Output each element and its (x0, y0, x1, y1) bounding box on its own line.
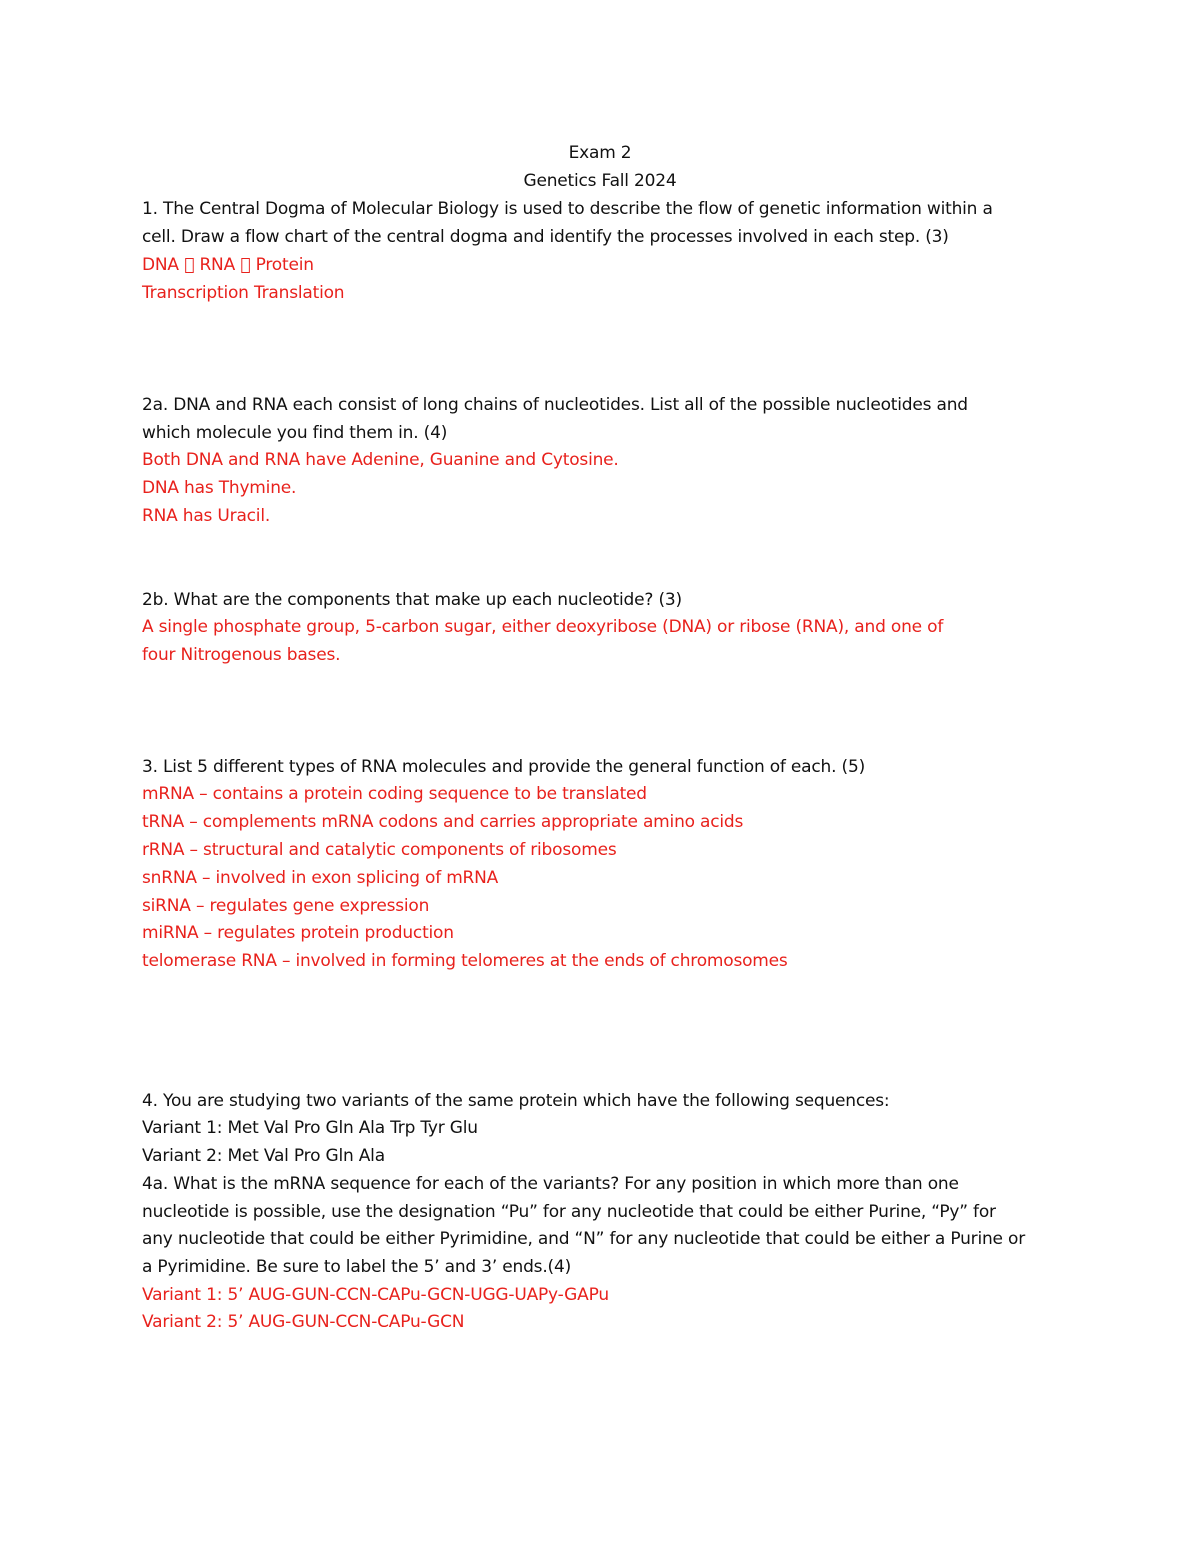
exam-title: Exam 2 (568, 143, 632, 163)
answer-3-item: miRNA – regulates protein production (142, 923, 454, 943)
question-4-line-1: 4. You are studying two variants of the same protein which have the following sequences: (142, 1091, 890, 1111)
question-1-line-1: 1. The Central Dogma of Molecular Biology is used to describe the flow of genetic information within a (142, 199, 993, 219)
question-4a-line-3: any nucleotide that could be either Pyrimidine, and “N” for any nucleotide that could be either a Purine or (142, 1229, 1025, 1249)
course-subtitle: Genetics Fall 2024 (523, 171, 677, 191)
answer-2b-line-1: A single phosphate group, 5-carbon sugar, either deoxyribose (DNA) or ribose (RNA), and one of (142, 617, 944, 637)
answer-3-item: mRNA – contains a protein coding sequence to be translated (142, 784, 647, 804)
answer-3-item: snRNA – involved in exon splicing of mRNA (142, 868, 499, 888)
question-3-line-1: 3. List 5 different types of RNA molecules and provide the general function of each. (5) (142, 757, 865, 777)
answer-2b-line-2: four Nitrogenous bases. (142, 645, 341, 665)
answer-3-item: rRNA – structural and catalytic components of ribosomes (142, 840, 617, 860)
question-1-line-2: cell. Draw a flow chart of the central dogma and identify the processes involved in each step. (3) (142, 227, 949, 247)
answer-3-item: telomerase RNA – involved in forming telomeres at the ends of chromosomes (142, 951, 788, 971)
answer-4a-variant-1: Variant 1: 5’ AUG-GUN-CCN-CAPu-GCN-UGG-UAPy-GAPu (142, 1285, 609, 1305)
answer-2a-line-2: DNA has Thymine. (142, 478, 297, 498)
answer-2a-line-3: RNA has Uracil. (142, 506, 271, 526)
answer-2a-line-1: Both DNA and RNA have Adenine, Guanine and Cytosine. (142, 450, 619, 470)
answer-3-item: siRNA – regulates gene expression (142, 896, 430, 916)
answer-4a-variant-2: Variant 2: 5’ AUG-GUN-CCN-CAPu-GCN (142, 1312, 465, 1332)
variant-2-sequence: Variant 2: Met Val Pro Gln Ala (142, 1146, 385, 1166)
question-2a-line-1: 2a. DNA and RNA each consist of long chains of nucleotides. List all of the possible nucleotides and (142, 395, 968, 415)
question-2b-line-1: 2b. What are the components that make up each nucleotide? (3) (142, 590, 682, 610)
question-2a-line-2: which molecule you find them in. (4) (142, 423, 448, 443)
answer-1-processes: Transcription Translation (142, 283, 345, 303)
question-4a-line-4: a Pyrimidine. Be sure to label the 5’ and 3’ ends.(4) (142, 1257, 572, 1277)
question-4a-line-2: nucleotide is possible, use the designation “Pu” for any nucleotide that could be either Purine, “Py” for (142, 1202, 996, 1222)
answer-1-flow: DNA ⃞ RNA ⃞ Protein (142, 255, 314, 275)
answer-3-item: tRNA – complements mRNA codons and carries appropriate amino acids (142, 812, 744, 832)
question-4a-line-1: 4a. What is the mRNA sequence for each of the variants? For any position in which more than one (142, 1174, 959, 1194)
variant-1-sequence: Variant 1: Met Val Pro Gln Ala Trp Tyr Glu (142, 1118, 478, 1138)
